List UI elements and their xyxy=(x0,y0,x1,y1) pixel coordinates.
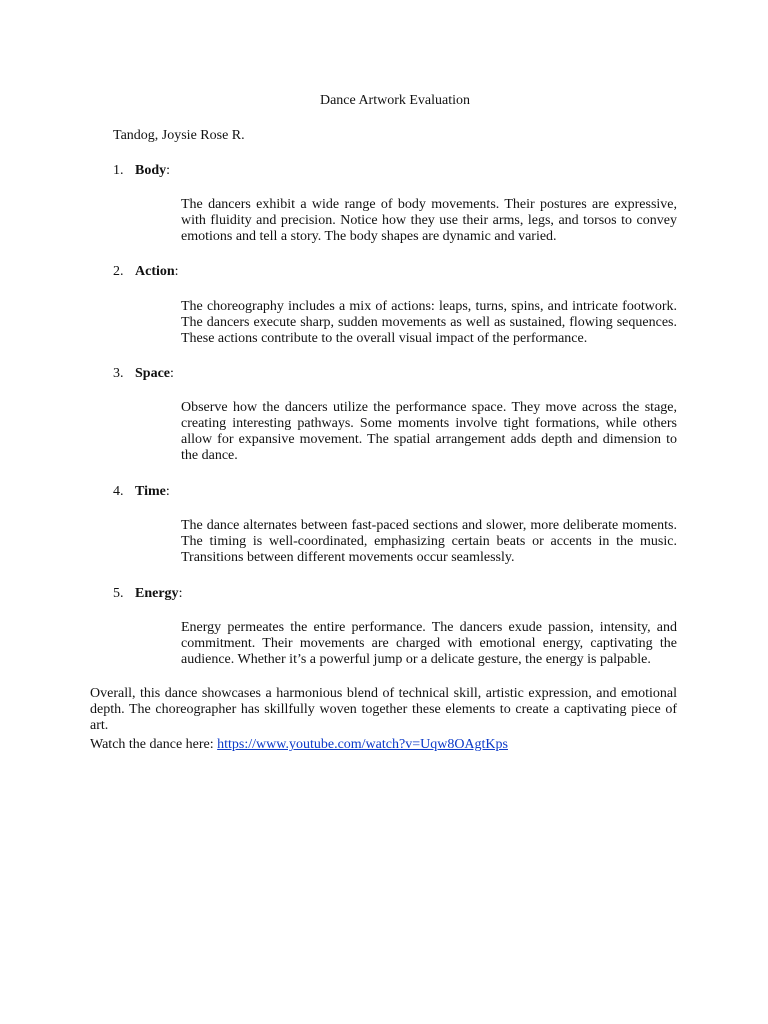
section-title: Space xyxy=(135,366,170,381)
section-heading-body xyxy=(113,163,170,179)
section-title: Action xyxy=(135,264,175,279)
section-body-body: The dancers exhibit a wide range of body movements. Their postures are expressive, with fluidity and precision. Notice how they use their arms, legs, and torsos to convey emotions and tell a story. The body shapes are dynamic and varied. xyxy=(181,197,677,244)
section-heading-time xyxy=(113,484,170,500)
list-number: 1. xyxy=(113,163,124,178)
section-heading-action xyxy=(113,264,179,280)
section-title: Body xyxy=(135,163,167,178)
conclusion-paragraph: Overall, this dance showcases a harmonious blend of technical skill, artistic expression, and emotional depth. The choreographer has skillfully woven together these elements to create a captivating piece of art. xyxy=(90,686,677,733)
section-heading-space xyxy=(113,366,174,382)
document-title: Dance Artwork Evaluation xyxy=(319,93,471,108)
list-number: 5. xyxy=(113,586,124,601)
section-heading-energy xyxy=(113,586,182,602)
list-number: 3. xyxy=(113,366,124,381)
heading-colon: : xyxy=(165,484,170,499)
section-body-time: The dance alternates between fast-paced sections and slower, more deliberate moments. The timing is well-coordinated, emphasizing certain beats or accents in the music. Transitions between different movements occur seamlessly. xyxy=(181,518,677,565)
watch-label: Watch the dance here: xyxy=(90,737,214,752)
section-body-action: The choreography includes a mix of actions: leaps, turns, spins, and intricate footwork. The dancers execute sharp, sudden movements as well as sustained, flowing sequences. These actions contribute to the overall visual impact of the performance. xyxy=(181,299,677,346)
heading-colon: : xyxy=(170,366,174,381)
list-number: 4. xyxy=(113,484,124,499)
list-number: 2. xyxy=(113,264,124,279)
heading-colon: : xyxy=(178,586,183,601)
section-title: Time xyxy=(135,484,166,499)
author-name: Tandog, Joysie Rose R. xyxy=(113,128,245,143)
video-link[interactable]: https://www.youtube.com/watch?v=Uqw8OAgtKps xyxy=(217,737,508,752)
heading-colon: : xyxy=(174,264,179,279)
section-body-space: Observe how the dancers utilize the performance space. They move across the stage, creating interesting pathways. Some moments involve tight formations, while others allow for expansive movement. The spatial arrangement adds depth and dimension to the dance. xyxy=(181,400,677,463)
heading-colon: : xyxy=(166,163,171,178)
section-title: Energy xyxy=(135,586,179,601)
section-body-energy: Energy permeates the entire performance. The dancers exude passion, intensity, and commitment. Their movements are charged with emotional energy, captivating the audience. Whether it’s a powerful jump or a delicate gesture, the energy is palpable. xyxy=(181,620,677,667)
watch-line xyxy=(90,737,508,753)
